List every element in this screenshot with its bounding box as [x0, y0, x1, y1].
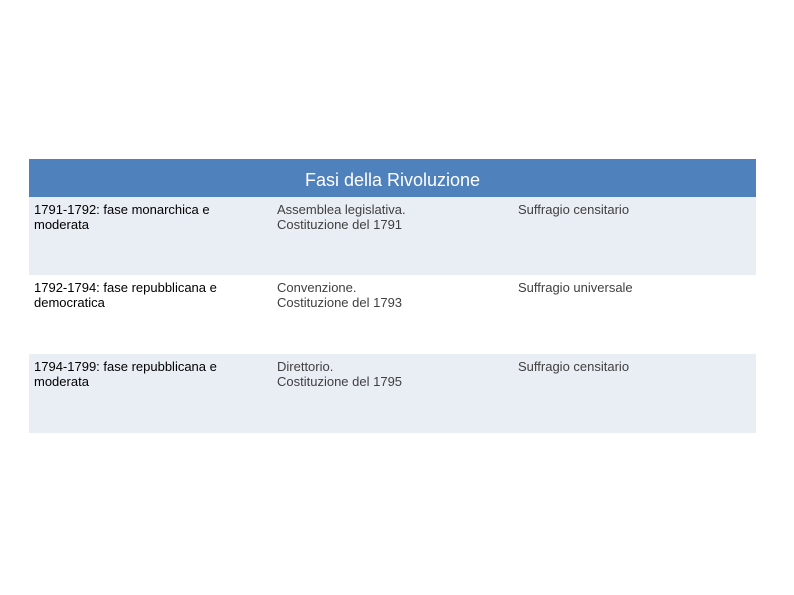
table-row [29, 275, 756, 354]
suffrage-text: Suffragio universale [518, 280, 633, 295]
institution-line: Costituzione del 1793 [277, 295, 403, 310]
institution-cell [277, 354, 518, 433]
suffrage-text: Suffragio censitario [518, 359, 630, 374]
phase-line: 1791-1792: fase monarchica e [34, 202, 210, 217]
table-title: Fasi della Rivoluzione [29, 159, 756, 197]
suffrage-cell [518, 354, 756, 433]
institution-line: Costituzione del 1791 [277, 217, 403, 232]
phase-line: 1792-1794: fase repubblicana e [34, 280, 217, 295]
institution-line: Direttorio. [277, 359, 334, 374]
suffrage-text: Suffragio censitario [518, 202, 630, 217]
phase-cell [29, 275, 277, 354]
suffrage-cell [518, 275, 756, 354]
institution-line: Convenzione. [277, 280, 357, 295]
phase-line: 1794-1799: fase repubblicana e [34, 359, 217, 374]
institution-cell [277, 275, 518, 354]
institution-line: Costituzione del 1795 [277, 374, 403, 389]
phase-line: moderata [34, 217, 89, 232]
revolution-phases-table [29, 159, 756, 433]
phase-cell [29, 197, 277, 275]
table-row [29, 354, 756, 433]
phase-cell [29, 354, 277, 433]
suffrage-cell [518, 197, 756, 275]
table-row [29, 197, 756, 275]
institution-line: Assemblea legislativa. [277, 202, 406, 217]
phase-line: moderata [34, 374, 89, 389]
institution-cell [277, 197, 518, 275]
phase-line: democratica [34, 295, 105, 310]
